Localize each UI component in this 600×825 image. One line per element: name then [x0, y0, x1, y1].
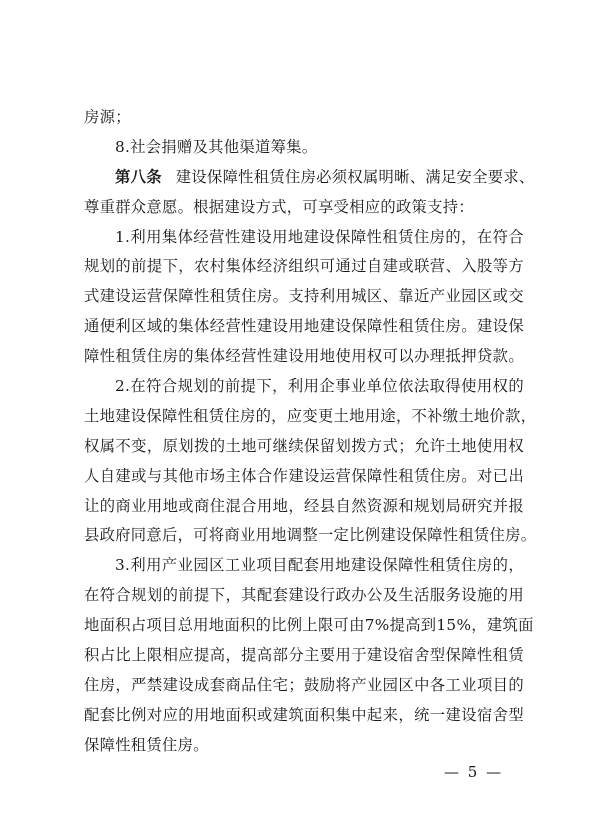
article-text: 建设保障性租赁住房必须权属明晰、满足安全要求、 [175, 167, 535, 186]
text-line: 地面积占项目总用地面积的比例上限可由7%提高到15%，建筑面 [84, 616, 534, 635]
text-line: 在符合规划的前提下，其配套建设行政办公及生活服务设施的用 [84, 586, 524, 605]
text-line: 房源； [84, 108, 131, 126]
text-line: 住房，严禁建设成套商品住宅；鼓励将产业园区中各工业项目的 [84, 675, 524, 694]
text-line: 配套比例对应的用地面积或建筑面积集中起来，统一建设宿舍型 [84, 705, 524, 724]
text-line: 3.利用产业园区工业项目配套用地建设保障性租赁住房的， [115, 556, 524, 575]
page-number: — 5 — [444, 763, 504, 781]
document-body [84, 103, 537, 761]
article-8-heading-line [84, 163, 535, 193]
text-line: 8.社会捐赠及其他渠道筹集。 [115, 137, 318, 156]
article-label: 第八条 [115, 167, 162, 186]
text-line: 土地建设保障性租赁住房的，应变更土地用途，不补缴土地价款， [84, 406, 537, 425]
text-line: 1.利用集体经营性建设用地建设保障性租赁住房的，在符合 [115, 227, 524, 246]
text-line: 人自建或与其他市场主体合作建设运营保障性租赁住房。对已出 [84, 466, 524, 485]
text-line: 县政府同意后，可将商业用地调整一定比例建设保障性租赁住房。 [84, 526, 537, 545]
text-line: 通便利区域的集体经营性建设用地建设保障性租赁住房。建设保 [84, 317, 524, 336]
text-line: 权属不变，原划拨的土地可继续保留划拨方式；允许土地使用权 [84, 436, 524, 455]
text-line: 尊重群众意愿。根据建设方式，可享受相应的政策支持： [84, 197, 474, 216]
text-line: 让的商业用地或商住混合用地，经县自然资源和规划局研究并报 [84, 496, 524, 515]
text-line: 积占比上限相应提高，提高部分主要用于建设宿舍型保障性租赁 [84, 646, 524, 665]
text-line: 保障性租赁住房。 [84, 735, 209, 754]
text-line: 规划的前提下，农村集体经济组织可通过自建或联营、入股等方 [84, 257, 524, 276]
text-line: 障性租赁住房的集体经营性建设用地使用权可以办理抵押贷款。 [84, 347, 524, 366]
text-line: 2.在符合规划的前提下，利用企事业单位依法取得使用权的 [115, 377, 524, 396]
text-line: 式建设运营保障性租赁住房。支持利用城区、靠近产业园区或交 [84, 287, 524, 306]
